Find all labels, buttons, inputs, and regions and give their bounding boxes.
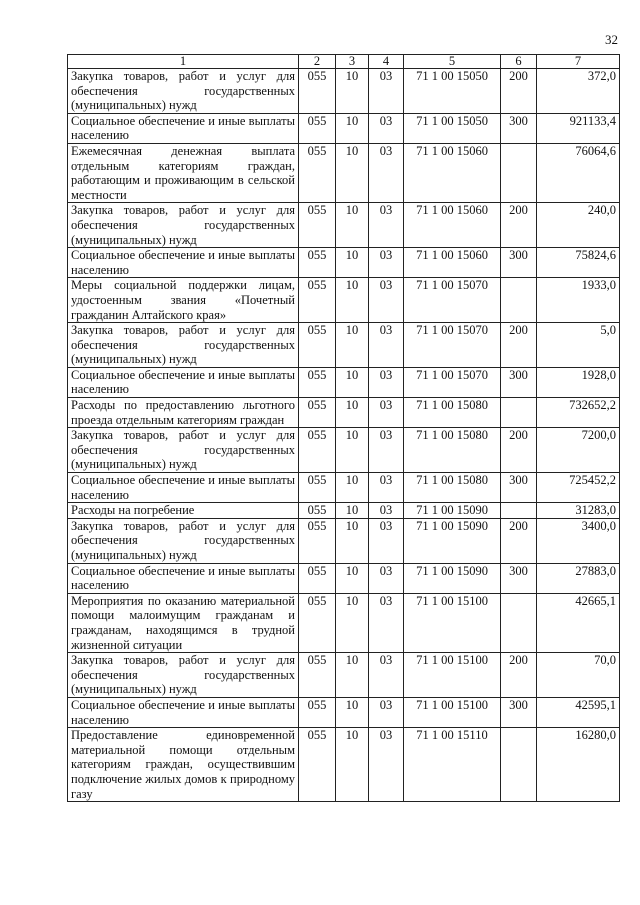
expense-name: Расходы на погребение <box>68 503 299 519</box>
header-row <box>68 55 620 69</box>
column-header: 2 <box>299 55 336 69</box>
target-article-code: 71 1 00 15080 <box>404 428 501 473</box>
subsection-code: 03 <box>369 428 404 473</box>
target-article-code: 71 1 00 15070 <box>404 323 501 368</box>
amount: 42665,1 <box>537 593 620 652</box>
amount: 70,0 <box>537 653 620 698</box>
amount: 27883,0 <box>537 563 620 593</box>
target-article-code: 71 1 00 15100 <box>404 593 501 652</box>
table-row <box>68 728 620 802</box>
table-row <box>68 278 620 323</box>
table-row <box>68 563 620 593</box>
table-row <box>68 697 620 727</box>
budget-table <box>67 54 620 802</box>
table-row <box>68 593 620 652</box>
expense-name: Социальное обеспечение и иные выплаты населению <box>68 563 299 593</box>
section-code: 10 <box>336 428 369 473</box>
expense-type-code <box>501 278 537 323</box>
target-article-code: 71 1 00 15090 <box>404 563 501 593</box>
admin-code: 055 <box>299 697 336 727</box>
expense-type-code: 300 <box>501 473 537 503</box>
expense-name: Меры социальной поддержки лицам, удостоенным звания «Почетный гражданин Алтайского края» <box>68 278 299 323</box>
table-row <box>68 69 620 114</box>
target-article-code: 71 1 00 15060 <box>404 143 501 202</box>
amount: 76064,6 <box>537 143 620 202</box>
table-row <box>68 113 620 143</box>
admin-code: 055 <box>299 323 336 368</box>
subsection-code: 03 <box>369 518 404 563</box>
column-header: 6 <box>501 55 537 69</box>
section-code: 10 <box>336 203 369 248</box>
column-header: 4 <box>369 55 404 69</box>
amount: 1933,0 <box>537 278 620 323</box>
amount: 75824,6 <box>537 248 620 278</box>
admin-code: 055 <box>299 143 336 202</box>
subsection-code: 03 <box>369 503 404 519</box>
expense-name: Закупка товаров, работ и услуг для обеспечения государственных (муниципальных) нужд <box>68 518 299 563</box>
amount: 372,0 <box>537 69 620 114</box>
expense-type-code: 200 <box>501 69 537 114</box>
expense-type-code <box>501 143 537 202</box>
section-code: 10 <box>336 473 369 503</box>
admin-code: 055 <box>299 278 336 323</box>
admin-code: 055 <box>299 203 336 248</box>
amount: 16280,0 <box>537 728 620 802</box>
expense-type-code: 200 <box>501 323 537 368</box>
target-article-code: 71 1 00 15070 <box>404 367 501 397</box>
expense-name: Социальное обеспечение и иные выплаты населению <box>68 113 299 143</box>
admin-code: 055 <box>299 473 336 503</box>
subsection-code: 03 <box>369 728 404 802</box>
admin-code: 055 <box>299 248 336 278</box>
expense-name: Закупка товаров, работ и услуг для обеспечения государственных (муниципальных) нужд <box>68 203 299 248</box>
section-code: 10 <box>336 563 369 593</box>
table-row <box>68 428 620 473</box>
section-code: 10 <box>336 69 369 114</box>
target-article-code: 71 1 00 15080 <box>404 398 501 428</box>
target-article-code: 71 1 00 15100 <box>404 653 501 698</box>
target-article-code: 71 1 00 15060 <box>404 248 501 278</box>
amount: 725452,2 <box>537 473 620 503</box>
admin-code: 055 <box>299 113 336 143</box>
expense-name: Ежемесячная денежная выплата отдельным категориям граждан, работающим и проживающим в сельской местности <box>68 143 299 202</box>
expense-type-code: 200 <box>501 653 537 698</box>
target-article-code: 71 1 00 15070 <box>404 278 501 323</box>
expense-type-code: 300 <box>501 697 537 727</box>
expense-name: Расходы по предоставлению льготного проезда отдельным категориям граждан <box>68 398 299 428</box>
amount: 921133,4 <box>537 113 620 143</box>
admin-code: 055 <box>299 518 336 563</box>
subsection-code: 03 <box>369 367 404 397</box>
admin-code: 055 <box>299 367 336 397</box>
amount: 7200,0 <box>537 428 620 473</box>
amount: 3400,0 <box>537 518 620 563</box>
section-code: 10 <box>336 398 369 428</box>
page-number: 32 <box>605 32 618 47</box>
expense-type-code <box>501 398 537 428</box>
amount: 5,0 <box>537 323 620 368</box>
admin-code: 055 <box>299 728 336 802</box>
section-code: 10 <box>336 323 369 368</box>
expense-name: Предоставление единовременной материальной помощи отдельным категориям граждан, осуществившим подключение жилых домов к природному газу <box>68 728 299 802</box>
expense-name: Социальное обеспечение и иные выплаты населению <box>68 248 299 278</box>
expense-name: Мероприятия по оказанию материальной помощи малоимущим гражданам и гражданам, находящимся в трудной жизненной ситуации <box>68 593 299 652</box>
expense-type-code: 300 <box>501 563 537 593</box>
subsection-code: 03 <box>369 593 404 652</box>
section-code: 10 <box>336 728 369 802</box>
subsection-code: 03 <box>369 473 404 503</box>
admin-code: 055 <box>299 69 336 114</box>
section-code: 10 <box>336 278 369 323</box>
table-row <box>68 248 620 278</box>
section-code: 10 <box>336 593 369 652</box>
table-row <box>68 367 620 397</box>
amount: 42595,1 <box>537 697 620 727</box>
column-header: 7 <box>537 55 620 69</box>
admin-code: 055 <box>299 653 336 698</box>
subsection-code: 03 <box>369 113 404 143</box>
expense-type-code: 300 <box>501 248 537 278</box>
section-code: 10 <box>336 367 369 397</box>
target-article-code: 71 1 00 15090 <box>404 518 501 563</box>
table-row <box>68 143 620 202</box>
expense-type-code <box>501 593 537 652</box>
section-code: 10 <box>336 653 369 698</box>
expense-name: Социальное обеспечение и иные выплаты населению <box>68 697 299 727</box>
table-row <box>68 323 620 368</box>
expense-type-code: 200 <box>501 428 537 473</box>
expense-type-code <box>501 503 537 519</box>
target-article-code: 71 1 00 15090 <box>404 503 501 519</box>
table-row <box>68 518 620 563</box>
table-row <box>68 473 620 503</box>
admin-code: 055 <box>299 563 336 593</box>
amount: 1928,0 <box>537 367 620 397</box>
column-header: 3 <box>336 55 369 69</box>
column-header: 5 <box>404 55 501 69</box>
expense-name: Социальное обеспечение и иные выплаты населению <box>68 367 299 397</box>
expense-type-code: 300 <box>501 113 537 143</box>
subsection-code: 03 <box>369 143 404 202</box>
section-code: 10 <box>336 113 369 143</box>
section-code: 10 <box>336 697 369 727</box>
subsection-code: 03 <box>369 653 404 698</box>
expense-type-code: 200 <box>501 518 537 563</box>
table-row <box>68 203 620 248</box>
amount: 31283,0 <box>537 503 620 519</box>
subsection-code: 03 <box>369 248 404 278</box>
section-code: 10 <box>336 248 369 278</box>
table-row <box>68 503 620 519</box>
target-article-code: 71 1 00 15050 <box>404 69 501 114</box>
expense-type-code: 300 <box>501 367 537 397</box>
admin-code: 055 <box>299 428 336 473</box>
section-code: 10 <box>336 503 369 519</box>
admin-code: 055 <box>299 503 336 519</box>
table-row <box>68 398 620 428</box>
subsection-code: 03 <box>369 69 404 114</box>
expense-type-code: 200 <box>501 203 537 248</box>
target-article-code: 71 1 00 15110 <box>404 728 501 802</box>
section-code: 10 <box>336 143 369 202</box>
expense-name: Закупка товаров, работ и услуг для обеспечения государственных (муниципальных) нужд <box>68 323 299 368</box>
table-row <box>68 653 620 698</box>
admin-code: 055 <box>299 593 336 652</box>
column-header: 1 <box>68 55 299 69</box>
subsection-code: 03 <box>369 563 404 593</box>
admin-code: 055 <box>299 398 336 428</box>
section-code: 10 <box>336 518 369 563</box>
target-article-code: 71 1 00 15050 <box>404 113 501 143</box>
amount: 240,0 <box>537 203 620 248</box>
subsection-code: 03 <box>369 398 404 428</box>
expense-name: Закупка товаров, работ и услуг для обеспечения государственных (муниципальных) нужд <box>68 69 299 114</box>
expense-name: Закупка товаров, работ и услуг для обеспечения государственных (муниципальных) нужд <box>68 653 299 698</box>
expense-name: Закупка товаров, работ и услуг для обеспечения государственных (муниципальных) нужд <box>68 428 299 473</box>
expense-type-code <box>501 728 537 802</box>
subsection-code: 03 <box>369 697 404 727</box>
subsection-code: 03 <box>369 278 404 323</box>
target-article-code: 71 1 00 15080 <box>404 473 501 503</box>
subsection-code: 03 <box>369 323 404 368</box>
target-article-code: 71 1 00 15060 <box>404 203 501 248</box>
amount: 732652,2 <box>537 398 620 428</box>
expense-name: Социальное обеспечение и иные выплаты населению <box>68 473 299 503</box>
target-article-code: 71 1 00 15100 <box>404 697 501 727</box>
subsection-code: 03 <box>369 203 404 248</box>
